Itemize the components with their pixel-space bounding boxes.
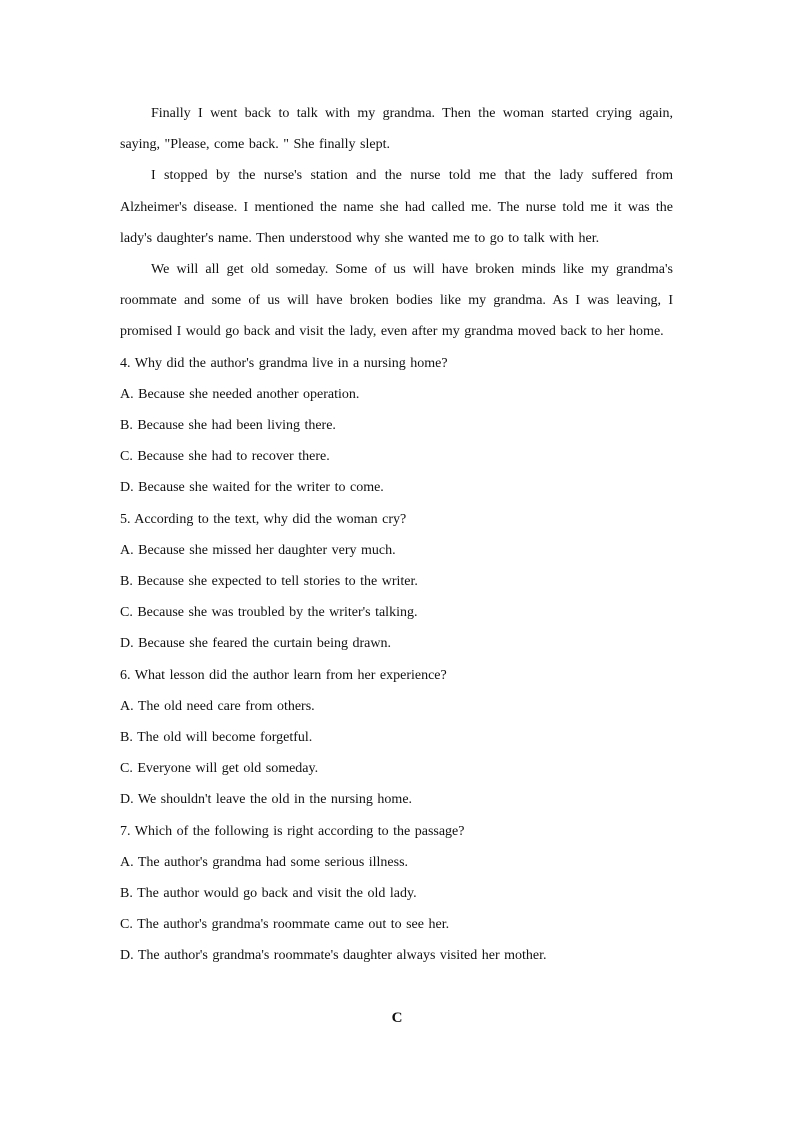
answer-option-a: A. The old need care from others. [120,698,315,714]
answer-option-c: C. Everyone will get old someday. [120,761,319,777]
answer-option-c: C. Because she had to recover there. [120,449,330,465]
answer-option-a: A. Because she missed her daughter very much. [120,542,396,558]
question-stem: 5. According to the text, why did the woman cry? [120,511,407,527]
question-7 [120,816,673,972]
answer-option-c: C. Because she was troubled by the writer's talking. [120,605,418,621]
question-5 [120,504,673,660]
answer-option-b: B. The author would go back and visit the old lady. [120,886,417,902]
answer-option-b: B. Because she had been living there. [120,418,336,434]
document-content [120,98,673,972]
answer-option-d: D. We shouldn't leave the old in the nursing home. [120,792,413,808]
question-stem: 4. Why did the author's grandma live in a nursing home? [120,355,448,371]
question-4 [120,348,673,504]
question-stem: 6. What lesson did the author learn from her experience? [120,667,447,683]
answer-option-c: C. The author's grandma's roommate came out to see her. [120,917,450,933]
question-stem: 7. Which of the following is right according to the passage? [120,823,465,839]
answer-option-b: B. Because she expected to tell stories to the writer. [120,574,418,590]
answer-option-b: B. The old will become forgetful. [120,730,313,746]
question-6 [120,660,673,816]
section-heading: C [391,1010,403,1026]
answer-option-a: A. Because she needed another operation. [120,386,360,402]
answer-option-d: D. Because she waited for the writer to come. [120,480,384,496]
passage-paragraph-1: Finally I went back to talk with my grandma. Then the woman started crying again, saying, "Please, come back. " She finally slept. [120,106,673,153]
answer-option-a: A. The author's grandma had some serious illness. [120,854,409,870]
passage-paragraph-3: We will all get old someday. Some of us will have broken minds like my grandma's roommate and some of us will have broken bodies like my grandma. As I was leaving, I promised I would go back and visit the lady, even after my grandma moved back to her home. [120,262,673,340]
answer-option-d: D. Because she feared the curtain being drawn. [120,636,391,652]
passage-paragraph-2: I stopped by the nurse's station and the nurse told me that the lady suffered from Alzheimer's disease. I mentioned the name she had called me. The nurse told me it was the lady's daughter's name. Then understood why she wanted me to go to talk with her. [120,168,673,246]
answer-option-d: D. The author's grandma's roommate's daughter always visited her mother. [120,948,547,964]
